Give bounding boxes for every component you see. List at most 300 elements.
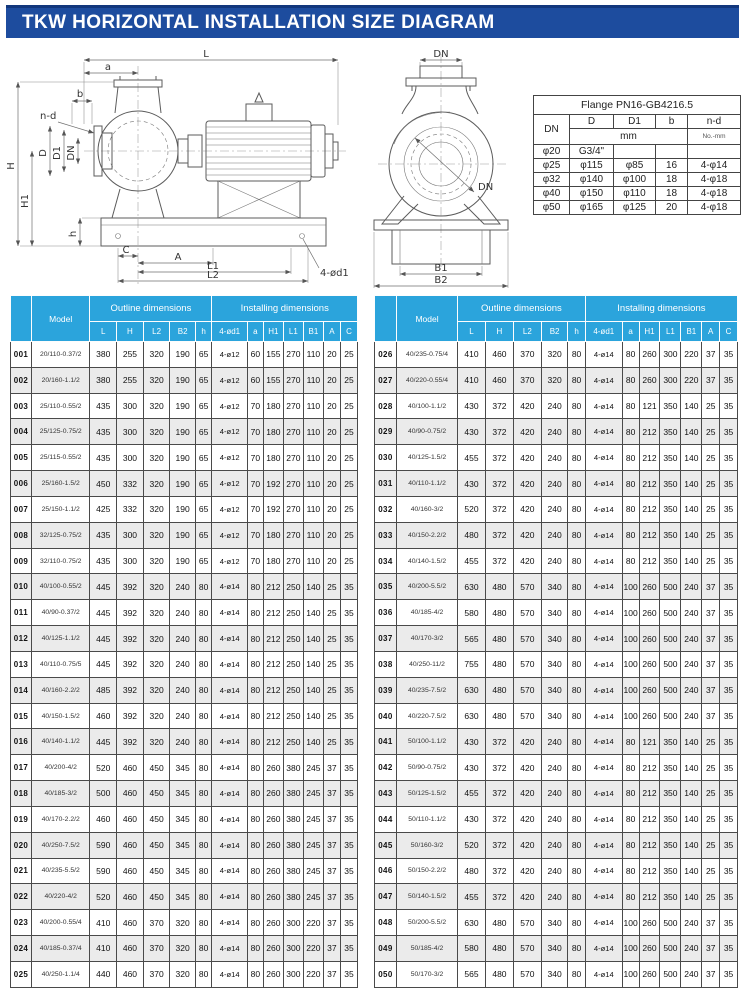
dim-cell: 80 bbox=[568, 677, 585, 703]
table-row bbox=[11, 961, 358, 987]
col-C: C bbox=[340, 322, 357, 342]
table-row bbox=[375, 626, 738, 652]
dim-cell: 35 bbox=[720, 522, 738, 548]
dim-cell: 270 bbox=[283, 548, 303, 574]
dim-cell: 190 bbox=[170, 496, 195, 522]
table-row bbox=[375, 651, 738, 677]
dim-cell: 190 bbox=[170, 419, 195, 445]
col-L1: L1 bbox=[660, 322, 681, 342]
dim-cell: 480 bbox=[458, 858, 486, 884]
col-L2: L2 bbox=[143, 322, 170, 342]
dim-cell: 350 bbox=[660, 393, 681, 419]
col-H: H bbox=[117, 322, 144, 342]
dim-cell: 80 bbox=[195, 729, 212, 755]
table-row bbox=[375, 548, 738, 574]
dim-cell: 270 bbox=[283, 522, 303, 548]
flange-cell: φ110 bbox=[614, 187, 656, 201]
dim-cell: 260 bbox=[639, 367, 660, 393]
dim-cell: 300 bbox=[117, 445, 144, 471]
dim-cell: 80 bbox=[568, 755, 585, 781]
group-installing-header: Installing dimensions bbox=[585, 296, 737, 322]
dim-cell: 565 bbox=[458, 961, 486, 987]
dim-cell: 570 bbox=[513, 574, 541, 600]
dim-cell: 25 bbox=[702, 393, 720, 419]
dim-cell: 320 bbox=[143, 651, 170, 677]
dim-cell: 350 bbox=[660, 548, 681, 574]
col-h: h bbox=[195, 322, 212, 342]
dim-cell: 240 bbox=[541, 729, 568, 755]
dim-cell: 250 bbox=[283, 729, 303, 755]
dim-cell: 212 bbox=[639, 548, 660, 574]
row-index: 036 bbox=[375, 600, 397, 626]
dim-cell: 570 bbox=[513, 600, 541, 626]
dim-cell: 155 bbox=[263, 342, 283, 368]
dimension-table-right bbox=[374, 295, 738, 988]
row-index: 001 bbox=[11, 342, 32, 368]
table-row bbox=[534, 201, 741, 215]
dim-cell: 370 bbox=[143, 961, 170, 987]
table-row bbox=[11, 445, 358, 471]
dim-cell: 372 bbox=[485, 522, 513, 548]
dim-cell: 240 bbox=[541, 806, 568, 832]
dim-cell: 420 bbox=[513, 729, 541, 755]
dim-cell: 500 bbox=[660, 677, 681, 703]
dim-cell: 140 bbox=[303, 651, 323, 677]
model-cell: 50/140-1.5/2 bbox=[396, 884, 457, 910]
model-cell: 20/160-1.1/2 bbox=[32, 367, 90, 393]
dim-cell: 520 bbox=[458, 496, 486, 522]
dim-cell: 37 bbox=[323, 832, 340, 858]
dim-cell: 260 bbox=[263, 832, 283, 858]
dim-cell: 320 bbox=[143, 729, 170, 755]
model-cell: 40/220-4/2 bbox=[32, 884, 90, 910]
col-L: L bbox=[90, 322, 117, 342]
table-row bbox=[375, 522, 738, 548]
dim-cell: 392 bbox=[117, 729, 144, 755]
dim-cell: 80 bbox=[622, 367, 639, 393]
model-cell: 50/150-2.2/2 bbox=[396, 858, 457, 884]
dim-cell: 240 bbox=[170, 626, 195, 652]
row-index: 033 bbox=[375, 522, 397, 548]
table-row bbox=[11, 755, 358, 781]
col-L: L bbox=[458, 322, 486, 342]
dim-cell: 372 bbox=[485, 471, 513, 497]
dim-cell: 80 bbox=[195, 832, 212, 858]
dim-cell: 37 bbox=[702, 910, 720, 936]
dim-cell: 570 bbox=[513, 961, 541, 987]
dim-cell: 37 bbox=[323, 858, 340, 884]
row-index: 039 bbox=[375, 677, 397, 703]
dim-cell: 420 bbox=[513, 884, 541, 910]
dim-cell: 80 bbox=[568, 419, 585, 445]
dim-cell: 460 bbox=[117, 806, 144, 832]
dim-cell: 37 bbox=[702, 367, 720, 393]
row-index: 031 bbox=[375, 471, 397, 497]
col-a: a bbox=[622, 322, 639, 342]
row-index: 020 bbox=[11, 832, 32, 858]
dim-cell: 420 bbox=[513, 419, 541, 445]
dim-cell: 480 bbox=[485, 703, 513, 729]
dim-cell: 370 bbox=[513, 367, 541, 393]
dim-label-4-d1: 4-ød1 bbox=[320, 268, 349, 279]
table-row bbox=[11, 522, 358, 548]
model-cell: 50/185-4/2 bbox=[396, 936, 457, 962]
dim-cell: 37 bbox=[702, 677, 720, 703]
dim-cell: 372 bbox=[485, 832, 513, 858]
dim-cell: 80 bbox=[568, 884, 585, 910]
row-index: 017 bbox=[11, 755, 32, 781]
dim-cell: 121 bbox=[639, 393, 660, 419]
dim-cell: 260 bbox=[263, 884, 283, 910]
dim-cell: 190 bbox=[170, 445, 195, 471]
bolt-cell: 4-ø14 bbox=[212, 574, 247, 600]
dim-cell: 320 bbox=[143, 496, 170, 522]
row-index: 045 bbox=[375, 832, 397, 858]
dim-cell: 100 bbox=[622, 961, 639, 987]
dim-cell: 80 bbox=[195, 600, 212, 626]
col-H: H bbox=[485, 322, 513, 342]
bolt-cell: 4-ø14 bbox=[585, 781, 622, 807]
dim-cell: 20 bbox=[323, 471, 340, 497]
dim-cell: 270 bbox=[283, 496, 303, 522]
dim-cell: 420 bbox=[513, 548, 541, 574]
dim-cell: 250 bbox=[283, 703, 303, 729]
dim-cell: 80 bbox=[622, 729, 639, 755]
flange-cell: 4-φ18 bbox=[688, 173, 741, 187]
dim-cell: 35 bbox=[340, 910, 357, 936]
dim-cell: 37 bbox=[702, 600, 720, 626]
table-row bbox=[11, 574, 358, 600]
row-index: 013 bbox=[11, 651, 32, 677]
dim-cell: 180 bbox=[263, 548, 283, 574]
dim-cell: 460 bbox=[117, 910, 144, 936]
dim-cell: 430 bbox=[458, 755, 486, 781]
bolt-cell: 4-ø14 bbox=[585, 626, 622, 652]
dim-cell: 140 bbox=[681, 781, 702, 807]
model-cell: 40/200-0.55/4 bbox=[32, 910, 90, 936]
table-row bbox=[11, 832, 358, 858]
table-row bbox=[11, 496, 358, 522]
dim-cell: 25 bbox=[323, 677, 340, 703]
dim-cell: 630 bbox=[458, 677, 486, 703]
dim-cell: 240 bbox=[541, 884, 568, 910]
model-cell: 40/110-1.1/2 bbox=[396, 471, 457, 497]
dim-cell: 35 bbox=[340, 755, 357, 781]
dim-cell: 25 bbox=[340, 367, 357, 393]
dim-cell: 320 bbox=[143, 626, 170, 652]
dim-cell: 37 bbox=[323, 910, 340, 936]
dim-cell: 410 bbox=[90, 910, 117, 936]
dim-cell: 240 bbox=[541, 522, 568, 548]
dim-cell: 250 bbox=[283, 574, 303, 600]
dim-cell: 240 bbox=[541, 471, 568, 497]
dim-cell: 480 bbox=[485, 936, 513, 962]
dim-cell: 270 bbox=[283, 419, 303, 445]
dim-cell: 80 bbox=[622, 548, 639, 574]
dim-cell: 25 bbox=[340, 342, 357, 368]
table-row bbox=[375, 471, 738, 497]
dim-cell: 430 bbox=[458, 806, 486, 832]
dim-cell: 25 bbox=[702, 496, 720, 522]
model-cell: 40/140-1.5/2 bbox=[396, 548, 457, 574]
dim-cell: 460 bbox=[117, 936, 144, 962]
dim-cell: 260 bbox=[263, 910, 283, 936]
dim-cell: 80 bbox=[568, 858, 585, 884]
table-row bbox=[11, 781, 358, 807]
dim-cell: 320 bbox=[143, 419, 170, 445]
dim-cell: 372 bbox=[485, 858, 513, 884]
dim-cell: 260 bbox=[639, 342, 660, 368]
dim-cell: 70 bbox=[247, 548, 263, 574]
dim-label-A: A bbox=[174, 252, 182, 263]
bolt-cell: 4-ø14 bbox=[212, 755, 247, 781]
dim-cell: 320 bbox=[143, 393, 170, 419]
dim-cell: 260 bbox=[639, 961, 660, 987]
table-row bbox=[11, 419, 358, 445]
dim-cell: 25 bbox=[340, 471, 357, 497]
bolt-cell: 4-ø14 bbox=[212, 626, 247, 652]
dim-cell: 500 bbox=[660, 626, 681, 652]
dim-cell: 350 bbox=[660, 445, 681, 471]
dim-cell: 350 bbox=[660, 806, 681, 832]
bolt-cell: 4-ø14 bbox=[585, 522, 622, 548]
table-row bbox=[375, 393, 738, 419]
dim-cell: 320 bbox=[143, 677, 170, 703]
dim-cell: 520 bbox=[90, 755, 117, 781]
dim-cell: 240 bbox=[681, 677, 702, 703]
dim-cell: 20 bbox=[323, 445, 340, 471]
dim-cell: 435 bbox=[90, 445, 117, 471]
dim-cell: 320 bbox=[143, 574, 170, 600]
dim-cell: 35 bbox=[720, 445, 738, 471]
table-row bbox=[375, 832, 738, 858]
dim-cell: 180 bbox=[263, 445, 283, 471]
dim-cell: 25 bbox=[340, 548, 357, 574]
model-cell: 40/170-2.2/2 bbox=[32, 806, 90, 832]
dim-cell: 345 bbox=[170, 858, 195, 884]
dim-cell: 110 bbox=[303, 393, 323, 419]
dim-cell: 212 bbox=[639, 832, 660, 858]
table-row bbox=[375, 367, 738, 393]
dim-cell: 20 bbox=[323, 393, 340, 419]
dim-cell: 570 bbox=[513, 626, 541, 652]
dim-cell: 110 bbox=[303, 496, 323, 522]
dim-cell: 370 bbox=[143, 936, 170, 962]
dim-cell: 260 bbox=[263, 858, 283, 884]
dim-label-h: h bbox=[68, 230, 79, 238]
dim-cell: 80 bbox=[195, 651, 212, 677]
dim-cell: 392 bbox=[117, 677, 144, 703]
dim-cell: 25 bbox=[702, 419, 720, 445]
dim-cell: 240 bbox=[681, 936, 702, 962]
dim-cell: 37 bbox=[702, 342, 720, 368]
dim-cell: 260 bbox=[639, 703, 660, 729]
bolt-cell: 4-ø14 bbox=[585, 961, 622, 987]
dim-cell: 250 bbox=[283, 677, 303, 703]
bolt-cell: 4-ø14 bbox=[585, 471, 622, 497]
row-index: 048 bbox=[375, 910, 397, 936]
dim-cell: 320 bbox=[143, 703, 170, 729]
dim-label-B1: B1 bbox=[434, 263, 448, 274]
dim-cell: 100 bbox=[622, 677, 639, 703]
dim-cell: 220 bbox=[303, 961, 323, 987]
model-cell: 40/250-11/2 bbox=[396, 651, 457, 677]
model-cell: 32/125-0.75/2 bbox=[32, 522, 90, 548]
dim-cell: 35 bbox=[340, 729, 357, 755]
dim-cell: 212 bbox=[263, 626, 283, 652]
dim-cell: 630 bbox=[458, 574, 486, 600]
model-cell: 50/170-3/2 bbox=[396, 961, 457, 987]
dim-cell: 212 bbox=[263, 600, 283, 626]
col-index-header bbox=[375, 296, 397, 342]
row-index: 049 bbox=[375, 936, 397, 962]
dim-cell: 37 bbox=[702, 574, 720, 600]
bolt-cell: 4-ø12 bbox=[212, 522, 247, 548]
dim-cell: 80 bbox=[195, 884, 212, 910]
dim-cell: 250 bbox=[283, 600, 303, 626]
bolt-cell: 4-ø12 bbox=[212, 367, 247, 393]
dim-cell: 420 bbox=[513, 781, 541, 807]
dim-cell: 80 bbox=[195, 755, 212, 781]
dim-cell: 240 bbox=[541, 832, 568, 858]
dim-cell: 80 bbox=[568, 496, 585, 522]
model-cell: 40/235-5.5/2 bbox=[32, 858, 90, 884]
model-cell: 50/90-0.75/2 bbox=[396, 755, 457, 781]
dim-cell: 240 bbox=[681, 574, 702, 600]
dim-cell: 430 bbox=[458, 471, 486, 497]
dim-cell: 220 bbox=[303, 936, 323, 962]
flange-col-d: D bbox=[570, 115, 614, 129]
dim-cell: 372 bbox=[485, 806, 513, 832]
dim-cell: 340 bbox=[541, 961, 568, 987]
model-cell: 40/160-3/2 bbox=[396, 496, 457, 522]
dim-cell: 372 bbox=[485, 781, 513, 807]
dim-cell: 37 bbox=[323, 755, 340, 781]
dim-cell: 80 bbox=[195, 936, 212, 962]
dim-cell: 20 bbox=[323, 522, 340, 548]
dim-cell: 245 bbox=[303, 781, 323, 807]
dim-cell: 35 bbox=[720, 884, 738, 910]
dim-cell: 35 bbox=[720, 910, 738, 936]
model-cell: 40/220-0.55/4 bbox=[396, 367, 457, 393]
dim-cell: 80 bbox=[568, 548, 585, 574]
table-row bbox=[11, 367, 358, 393]
dim-cell: 37 bbox=[323, 884, 340, 910]
dim-cell: 320 bbox=[143, 522, 170, 548]
dim-cell: 392 bbox=[117, 626, 144, 652]
bolt-cell: 4-ø14 bbox=[212, 961, 247, 987]
dim-cell: 140 bbox=[681, 419, 702, 445]
model-cell: 40/150-2.2/2 bbox=[396, 522, 457, 548]
dim-cell: 435 bbox=[90, 419, 117, 445]
dim-cell: 240 bbox=[170, 677, 195, 703]
dim-cell: 320 bbox=[170, 961, 195, 987]
dim-cell: 340 bbox=[541, 626, 568, 652]
bolt-cell: 4-ø14 bbox=[585, 496, 622, 522]
dim-cell: 320 bbox=[143, 367, 170, 393]
dim-cell: 80 bbox=[247, 729, 263, 755]
dim-cell: 180 bbox=[263, 419, 283, 445]
dim-cell: 80 bbox=[622, 342, 639, 368]
dim-cell: 340 bbox=[541, 677, 568, 703]
row-index: 042 bbox=[375, 755, 397, 781]
flange-cell: 18 bbox=[656, 173, 688, 187]
col-H1: H1 bbox=[639, 322, 660, 342]
dim-cell: 590 bbox=[90, 832, 117, 858]
group-outline-header: Outline dimensions bbox=[90, 296, 212, 322]
dim-cell: 70 bbox=[247, 445, 263, 471]
dim-cell: 35 bbox=[720, 600, 738, 626]
row-index: 019 bbox=[11, 806, 32, 832]
dim-cell: 435 bbox=[90, 393, 117, 419]
dim-cell: 80 bbox=[622, 471, 639, 497]
dim-cell: 460 bbox=[117, 961, 144, 987]
dim-cell: 420 bbox=[513, 755, 541, 781]
dim-cell: 240 bbox=[541, 781, 568, 807]
dim-cell: 340 bbox=[541, 651, 568, 677]
dim-cell: 35 bbox=[340, 574, 357, 600]
row-index: 006 bbox=[11, 471, 32, 497]
row-index: 004 bbox=[11, 419, 32, 445]
col-L2: L2 bbox=[513, 322, 541, 342]
dim-cell: 80 bbox=[247, 626, 263, 652]
dim-cell: 25 bbox=[340, 522, 357, 548]
col-4d1: 4-ød1 bbox=[212, 322, 247, 342]
flange-cell: φ100 bbox=[614, 173, 656, 187]
dim-cell: 580 bbox=[458, 936, 486, 962]
dim-cell: 260 bbox=[263, 781, 283, 807]
dim-cell: 20 bbox=[323, 419, 340, 445]
table-row bbox=[534, 159, 741, 173]
dim-cell: 380 bbox=[90, 367, 117, 393]
dim-cell: 590 bbox=[90, 858, 117, 884]
dim-cell: 212 bbox=[263, 703, 283, 729]
flange-col-nd: n-d bbox=[688, 115, 741, 129]
dim-cell: 65 bbox=[195, 522, 212, 548]
dim-cell: 35 bbox=[720, 574, 738, 600]
dim-cell: 245 bbox=[303, 755, 323, 781]
dim-cell: 65 bbox=[195, 471, 212, 497]
dim-cell: 37 bbox=[323, 781, 340, 807]
dim-cell: 240 bbox=[170, 574, 195, 600]
dim-cell: 140 bbox=[681, 755, 702, 781]
col-L1: L1 bbox=[283, 322, 303, 342]
dim-cell: 212 bbox=[639, 419, 660, 445]
table-row bbox=[11, 600, 358, 626]
dim-cell: 121 bbox=[639, 729, 660, 755]
bolt-cell: 4-ø12 bbox=[212, 471, 247, 497]
dim-cell: 37 bbox=[323, 936, 340, 962]
dim-cell: 445 bbox=[90, 600, 117, 626]
dim-cell: 80 bbox=[568, 471, 585, 497]
dim-cell: 80 bbox=[247, 858, 263, 884]
bolt-cell: 4-ø14 bbox=[212, 781, 247, 807]
dim-cell: 140 bbox=[681, 445, 702, 471]
dim-cell: 80 bbox=[247, 936, 263, 962]
table-row bbox=[375, 419, 738, 445]
bolt-cell: 4-ø14 bbox=[585, 806, 622, 832]
dim-cell: 80 bbox=[247, 755, 263, 781]
dim-cell: 460 bbox=[90, 703, 117, 729]
dim-cell: 80 bbox=[195, 781, 212, 807]
row-index: 022 bbox=[11, 884, 32, 910]
dim-cell: 140 bbox=[303, 703, 323, 729]
dim-cell: 425 bbox=[90, 496, 117, 522]
dim-cell: 80 bbox=[622, 858, 639, 884]
dim-cell: 392 bbox=[117, 600, 144, 626]
dim-cell: 480 bbox=[458, 522, 486, 548]
model-cell: 25/125-0.75/2 bbox=[32, 419, 90, 445]
